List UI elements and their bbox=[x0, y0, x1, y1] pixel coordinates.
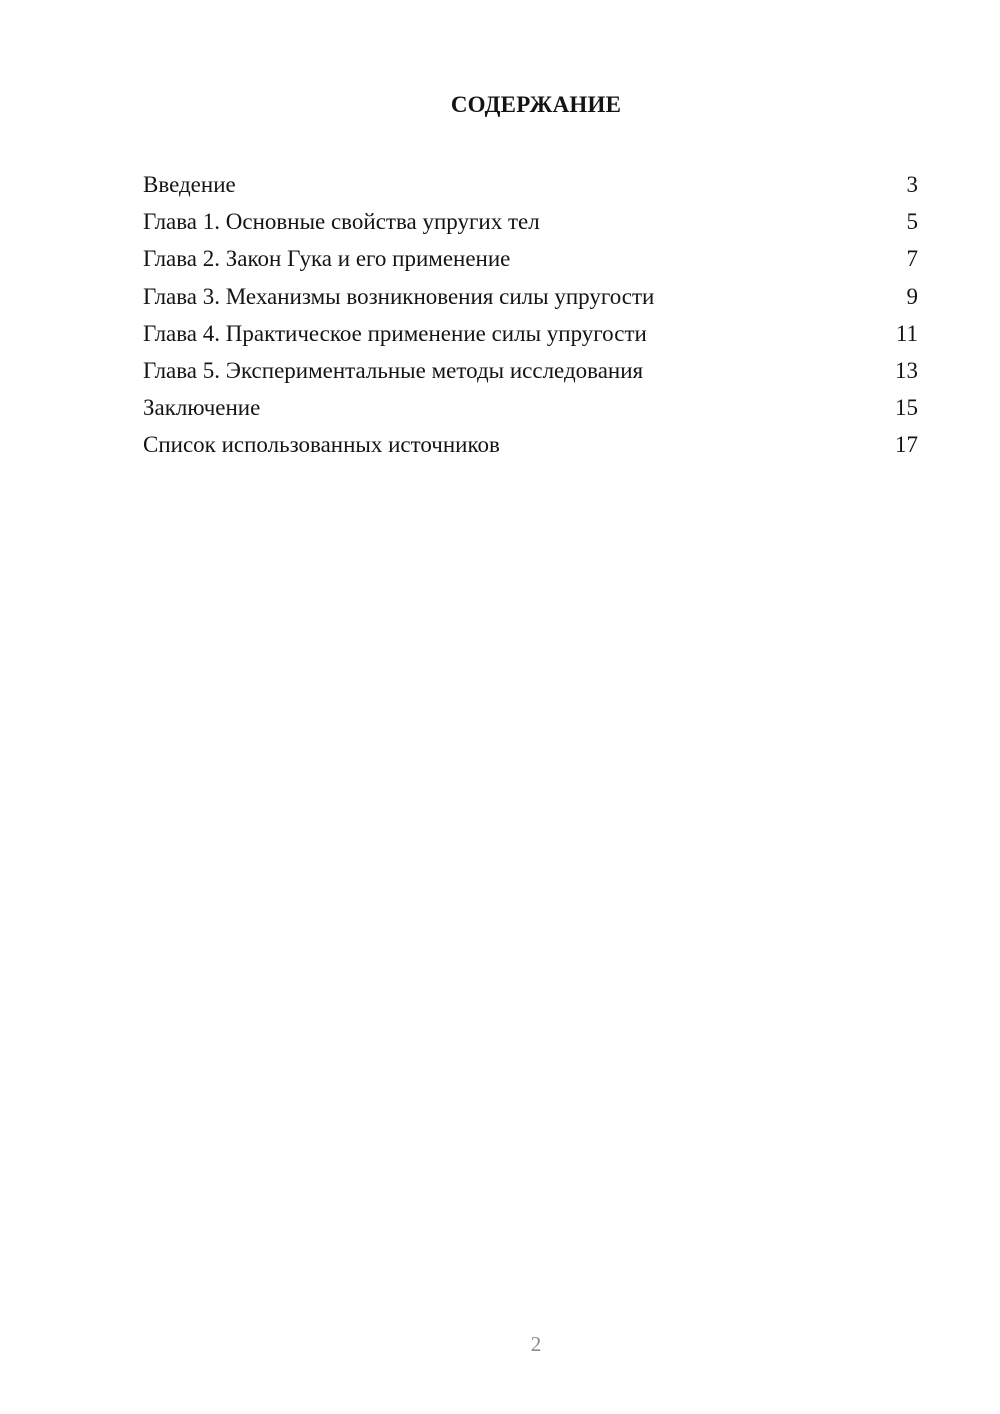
toc-entry-references[interactable] bbox=[143, 426, 918, 463]
toc-entry-label: Заключение bbox=[143, 395, 261, 421]
toc-entry-chapter-5[interactable] bbox=[143, 352, 918, 389]
toc-entry-conclusion[interactable] bbox=[143, 389, 918, 426]
toc-entry-label: Глава 3. Механизмы возникновения силы упругости bbox=[143, 283, 655, 309]
toc-entry-label: Глава 2. Закон Гука и его применение bbox=[143, 246, 511, 272]
toc-entry-label: Введение bbox=[143, 172, 236, 197]
toc-list bbox=[143, 166, 918, 464]
toc-entry-page: 11 bbox=[895, 320, 918, 346]
toc-entry-chapter-2[interactable] bbox=[143, 240, 918, 277]
toc-entry-chapter-1[interactable] bbox=[143, 203, 918, 240]
toc-entry-label: Глава 1. Основные свойства упругих тел bbox=[143, 209, 540, 235]
toc-entry-label: Глава 4. Практическое применение силы упругости bbox=[143, 320, 647, 346]
page-number: 2 bbox=[530, 1332, 542, 1356]
toc-entry-page: 15 bbox=[895, 395, 918, 421]
toc-entry-page: 17 bbox=[895, 432, 918, 458]
toc-entry-label: Глава 5. Экспериментальные методы исследования bbox=[143, 357, 644, 383]
toc-entry-label: Список использованных источников bbox=[143, 432, 500, 458]
toc-entry-chapter-3[interactable] bbox=[143, 278, 918, 315]
toc-entry-page: 3 bbox=[906, 172, 918, 197]
toc-entry-chapter-4[interactable] bbox=[143, 315, 918, 352]
toc-entry-page: 9 bbox=[906, 283, 918, 309]
toc-entry-page: 13 bbox=[895, 357, 918, 383]
toc-entry-introduction[interactable] bbox=[143, 166, 918, 203]
toc-entry-page: 7 bbox=[906, 246, 918, 272]
toc-title: СОДЕРЖАНИЕ bbox=[450, 92, 622, 117]
toc-entry-page: 5 bbox=[906, 209, 918, 235]
